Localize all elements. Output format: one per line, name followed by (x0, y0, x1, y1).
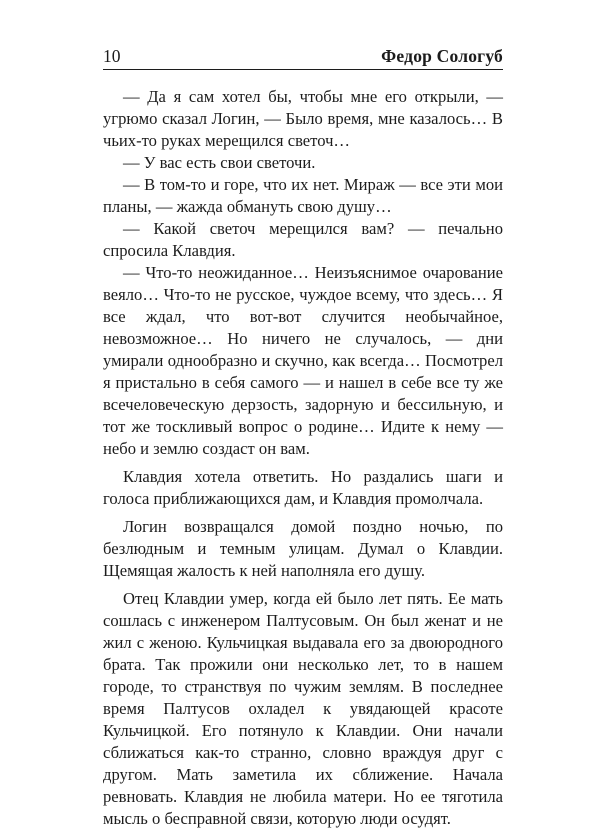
paragraph: Отец Клавдии умер, когда ей было лет пять. Ее мать сошлась с инженером Палтусовым. Он был женат и не жил с женою. Кульчицкая выдавала его за двоюродного брата. Так прожили они несколько лет, то в нашем городе, то странствуя по чужим землям. В последнее время Палтусов охладел к увядающей красоте Кульчицкой. Его потянуло к Клавдии. Они начали сближаться как-то странно, словно враждуя друг с другом. Мать заметила их сближение. Начала ревновать. Клавдия не любила матери. Но ее тяготила мысль о бесправной связи, которую люди осудят. (103, 589, 503, 828)
paragraph: — Что-то неожиданное… Неизъяснимое очарование веяло… Что-то не русское, чуждое всему, что здесь… Я все ждал, что вот-вот случится необычайное, невозможное… Но ничего не случалось, — дни умирали однообразно и скучно, как всегда… Посмотрел я пристально в себя самого — и нашел в себе все ту же всечеловеческую дерзость, задорную и бессильную, и тот же тоскливый вопрос о родине… Идите к нему — небо и землю создаст он вам. (103, 263, 503, 458)
paragraph: — У вас есть свои светочи. (123, 153, 316, 172)
page-header (103, 46, 503, 66)
header-divider (103, 69, 503, 70)
running-head-author: Федор Сологуб (381, 46, 503, 66)
page-number: 10 (103, 46, 121, 66)
paragraph: — В том-то и горе, что их нет. Мираж — все эти мои планы, — жажда обмануть свою душу… (103, 175, 503, 216)
paragraph: — Да я сам хотел бы, чтобы мне его открыли, — угрюмо сказал Логин, — Было время, мне казалось… В чьих-то руках мерещился светоч… (103, 87, 503, 150)
paragraph: Логин возвращался домой поздно ночью, по безлюдным и темным улицам. Думал о Клавдии. Щемящая жалость к ней наполняла его душу. (103, 517, 503, 580)
paragraph: Клавдия хотела ответить. Но раздались шаги и голоса приближающихся дам, и Клавдия промолчала. (103, 467, 503, 508)
body-text (103, 86, 503, 830)
paragraph: — Какой светоч мерещился вам? — печально спросила Клавдия. (103, 219, 503, 260)
